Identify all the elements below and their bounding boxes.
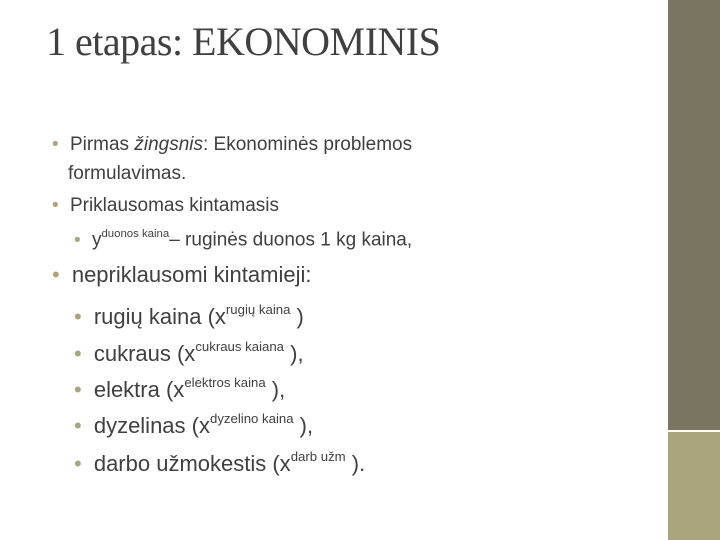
bullet-text: Priklausomas kintamasis [69, 195, 280, 216]
bullet-text-italic: žingsnis [134, 134, 203, 155]
bullet-dot: • [74, 450, 82, 476]
bullet-dot: • [74, 376, 82, 402]
bullet-dot: • [52, 262, 60, 287]
bullet-text: darbo užmokestis (x [93, 450, 291, 476]
bullet-dot: • [74, 303, 82, 329]
bullet-text: ). [345, 450, 366, 476]
bullet-text: elektra (x [93, 376, 185, 402]
bullet-text: ), [265, 376, 286, 402]
sub-bullet-item [74, 339, 304, 367]
superscript: elektros kaina [184, 375, 266, 390]
bullet-dot: • [74, 229, 81, 251]
sidebar-decoration-light [668, 432, 720, 540]
bullet-text: y [91, 229, 102, 251]
bullet-text: ) [290, 303, 304, 329]
bullet-text: cukraus (x [93, 340, 196, 366]
sub-bullet-item [74, 302, 304, 330]
bullet-dot: • [74, 412, 82, 438]
slide-title: 1 etapas: EKONOMINIS [46, 19, 441, 64]
bullet-continuation [68, 163, 186, 185]
bullet-text: nepriklausomi kintamieji: [71, 262, 312, 287]
bullet-text: : Ekonominės problemos [203, 134, 413, 155]
bullet-item [52, 195, 279, 217]
superscript: duonos kaina [101, 228, 170, 240]
bullet-dot: • [74, 340, 82, 366]
bullet-dot: • [52, 134, 59, 155]
bullet-text: ), [284, 340, 304, 366]
superscript: rugių kaina [225, 302, 291, 317]
superscript: cukraus kaiana [195, 339, 285, 354]
sub-bullet-item [74, 375, 285, 403]
bullet-text: dyzelinas (x [93, 412, 210, 438]
superscript: dyzelino kaina [209, 411, 294, 426]
bullet-item [52, 134, 412, 156]
superscript: darb užm [290, 449, 346, 464]
sub-bullet-item [74, 411, 313, 439]
sub-bullet-item [74, 228, 412, 252]
sidebar-divider [666, 0, 668, 540]
bullet-text: rugių kaina (x [93, 303, 226, 329]
bullet-text: ), [293, 412, 314, 438]
sub-bullet-item [74, 449, 365, 477]
bullet-text: formulavimas. [68, 163, 187, 184]
bullet-dot: • [52, 195, 59, 216]
bullet-text: Pirmas [69, 134, 135, 155]
sidebar-decoration-dark [668, 0, 720, 430]
bullet-item [52, 262, 311, 288]
bullet-text: – ruginės duonos 1 kg kaina, [169, 229, 413, 251]
